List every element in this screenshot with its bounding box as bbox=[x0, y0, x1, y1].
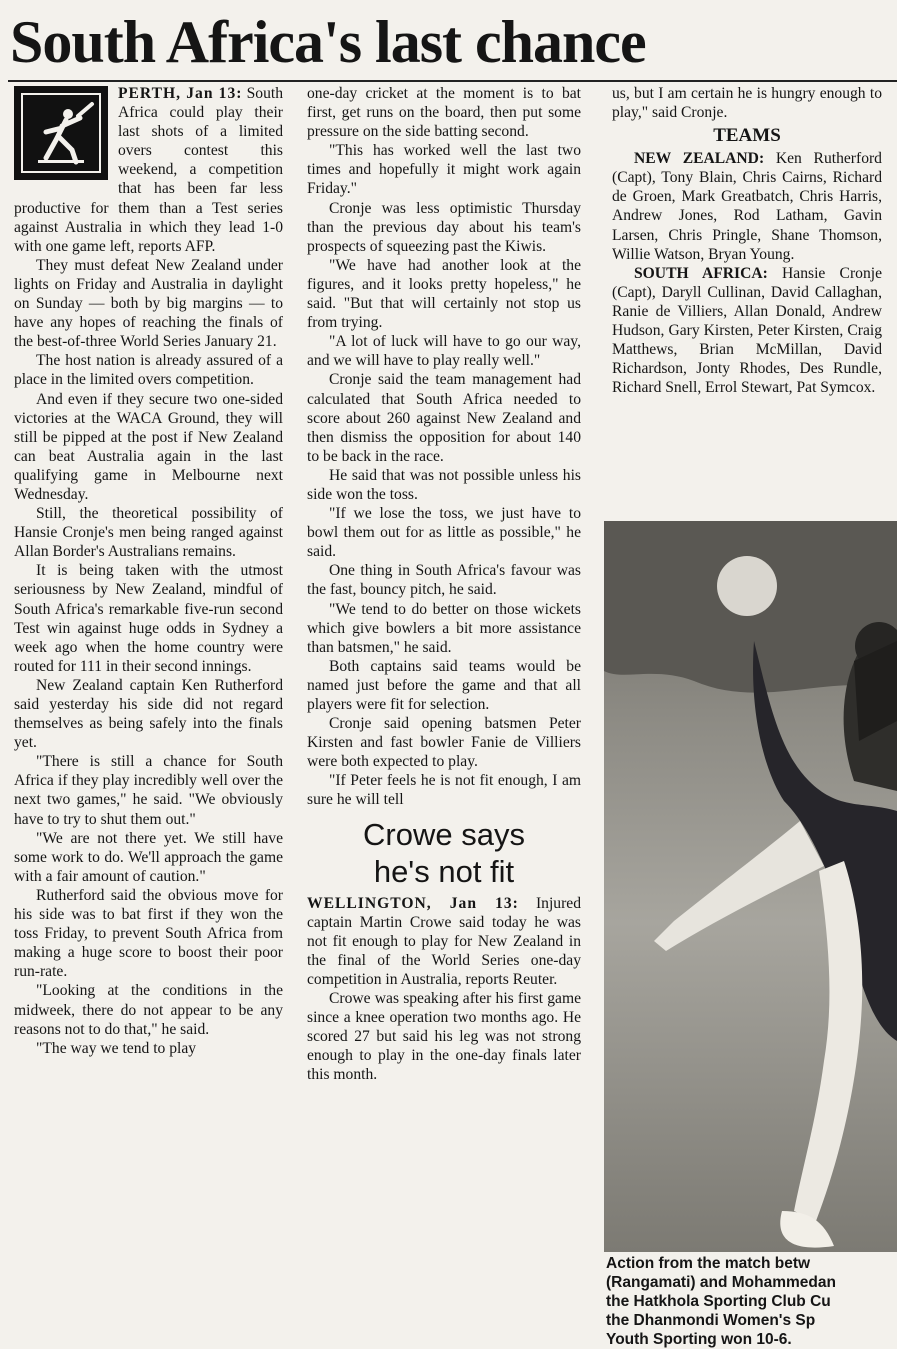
paragraph: "We have had another look at the figures, and it looks pretty hopeless," he said. "But that will certainly not stop us from trying. bbox=[307, 256, 581, 332]
paragraph: us, but I am certain he is hungry enough to play," said Cronje. bbox=[612, 85, 882, 122]
main-story-lead-text: South Africa could play their last shots of a limited overs contest this weekend, a competition that has been far less productive for them than a Test series against Australia in which they lead 1-0 with one game left, reports AFP. bbox=[14, 85, 283, 255]
paragraph: "If we lose the toss, we just have to bowl them out for as little as possible," he said. bbox=[307, 505, 581, 561]
paragraph: Both captains said teams would be named just before the game and that all players were fit for selection. bbox=[307, 657, 581, 713]
paragraph: "If Peter feels he is not fit enough, I am sure he will tell bbox=[307, 772, 581, 809]
caption-line: (Rangamati) and Mohammedan bbox=[606, 1274, 836, 1291]
paragraph: "This has worked well the last two times and hopefully it might work again Friday." bbox=[307, 142, 581, 198]
paragraph: He said that was not possible unless his side won the toss. bbox=[307, 466, 581, 503]
paragraph: Cronje was less optimistic Thursday than the previous day about his team's prospects of squeezing past the Kiwis. bbox=[307, 199, 581, 255]
second-story-headline-line1: Crowe says bbox=[363, 816, 525, 852]
sa-team-label: SOUTH AFRICA: bbox=[634, 264, 768, 282]
photo-caption bbox=[606, 1254, 897, 1349]
column-1 bbox=[14, 84, 283, 1346]
nz-team-list bbox=[612, 149, 882, 264]
paragraph: And even if they secure two one-sided victories at the WACA Ground, they will still be pipped at the post if New Zealand can beat Australia again in the last qualifying game in Melbourne next Wednesday. bbox=[14, 390, 283, 503]
second-story-dateline: WELLINGTON, Jan 13: bbox=[307, 894, 519, 912]
paragraph: "We are not there yet. We still have some work to do. We'll approach the game with a fair amount of caution." bbox=[14, 829, 283, 885]
column-3 bbox=[612, 84, 882, 514]
main-story-dateline: PERTH, Jan 13: bbox=[118, 85, 243, 102]
second-story-headline bbox=[307, 816, 581, 890]
headline-rule bbox=[8, 80, 897, 82]
paragraph: It is being taken with the utmost seriousness by New Zealand, mindful of South Africa's remarkable five-run second Test win against huge odds in Sydney a week ago when the home country were routed for 111 in their second innings. bbox=[14, 562, 283, 675]
caption-line: Youth Sporting won 10-6. bbox=[606, 1331, 792, 1348]
caption-line: the Dhanmondi Women's Sp bbox=[606, 1312, 816, 1329]
paragraph: They must defeat New Zealand under lights on Friday and Australia in daylight on Sunday — both by big margins — to have any hopes of reaching the finals of the best-of-three World Series January 21. bbox=[14, 256, 283, 351]
caption-line: Action from the match betw bbox=[606, 1255, 811, 1272]
teams-heading: TEAMS bbox=[713, 125, 781, 147]
sports-photo bbox=[604, 521, 897, 1252]
paragraph: "There is still a chance for South Africa if they play incredibly well over the next two games," he said. "We obviously have to try to shut them out." bbox=[14, 753, 283, 828]
paragraph: Cronje said the team management had calculated that South Africa needed to score about 260 against New Zealand and then dismiss the opposition for about 140 to be back in the race. bbox=[307, 371, 581, 465]
paragraph: Still, the theoretical possibility of Hansie Cronje's men being ranged against Allan Border's Australians remains. bbox=[14, 505, 283, 561]
paragraph: "We tend to do better on those wickets which give bowlers a bit more assistance than batsmen," he said. bbox=[307, 600, 581, 656]
second-story-lead-text: Injured captain Martin Crowe said today he was not fit enough to play for New Zealand in the final of the World Series one-day competition in Australia, reports Reuter. bbox=[307, 894, 582, 988]
paragraph: The host nation is already assured of a place in the limited overs competition. bbox=[14, 352, 283, 389]
paragraph: "A lot of luck will have to go our way, and we will have to play really well." bbox=[307, 333, 581, 370]
paragraph: Rutherford said the obvious move for his side was to bat first if they won the toss Friday, to prevent South Africa from making a huge score to boost their poor run-rate. bbox=[14, 886, 283, 981]
column-2 bbox=[307, 84, 581, 1346]
cricket-logo-icon bbox=[14, 86, 108, 180]
paragraph: One thing in South Africa's favour was the fast, bouncy pitch, he said. bbox=[307, 562, 581, 599]
nz-team-label: NEW ZEALAND: bbox=[634, 150, 765, 168]
paragraph: New Zealand captain Ken Rutherford said yesterday his side did not regard themselves as being safely into the finals yet. bbox=[14, 676, 283, 752]
sa-team-list bbox=[612, 264, 882, 398]
paragraph: "Looking at the conditions in the midweek, there do not appear to be any reasons not to do that," he said. bbox=[14, 982, 283, 1038]
paragraph: Cronje said opening batsmen Peter Kirsten and fast bowler Fanie de Villiers were both expected to play. bbox=[307, 715, 581, 771]
paragraph: "The way we tend to play bbox=[36, 1039, 197, 1057]
nz-players: Ken Rutherford (Capt), Tony Blain, Chris Cairns, Richard de Groen, Mark Greatbatch, Chris Harris, Andrew Jones, Rod Latham, Gavin Larsen, Chris Pringle, Shane Thomson, Willie Watson, Bryan Young. bbox=[612, 150, 882, 263]
paragraph: Crowe was speaking after his first game since a knee operation two months ago. He scored 27 but said his leg was not strong enough to play in the one-day finals later this month. bbox=[307, 990, 581, 1084]
paragraph: one-day cricket at the moment is to bat first, get runs on the board, then put some pressure on the side batting second. bbox=[307, 85, 581, 141]
sa-players: Hansie Cronje (Capt), Daryll Cullinan, David Callaghan, Ranie de Villiers, Allan Donald, Andrew Hudson, Gary Kirsten, Peter Kirsten, Craig Matthews, Brian McMillan, David Richardson, Jonty Rhodes, Des Rundle, Richard Snell, Errol Stewart, Pat Symcox. bbox=[612, 264, 882, 397]
caption-line: the Hatkhola Sporting Club Cu bbox=[606, 1293, 831, 1310]
headline: South Africa's last chance bbox=[10, 9, 646, 75]
second-story-lead bbox=[307, 894, 581, 989]
second-story-headline-line2: he's not fit bbox=[373, 853, 515, 889]
